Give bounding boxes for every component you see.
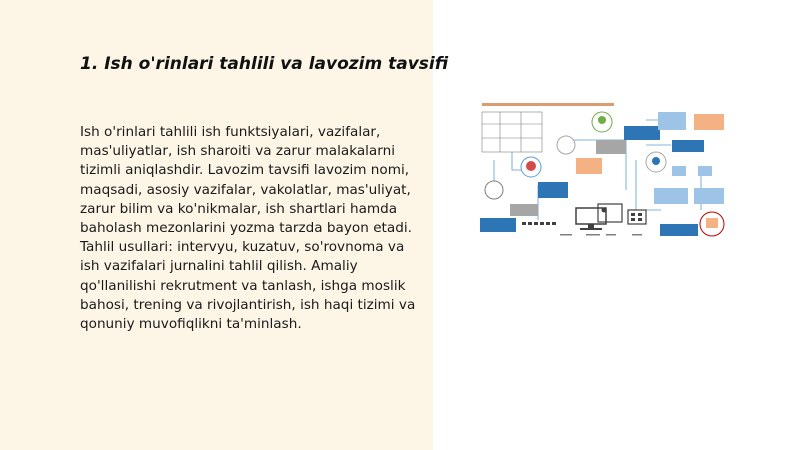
slide-body-text: Ish o'rinlari tahlili ish funktsiyalari, vazifalar, mas'uliyatlar, ish sharoiti va zarur malakalarni tizimli aniqlashdir. Lavozim tavsifi lavozim nomi, maqsadi, asosiy vazifalar, vakolatlar, mas'uliyat, zarur bilim va ko'nikmalar, ish shartlari hamda baholash mezonlarini yozma tarzda bayon etadi. Tahlil usullari: intervyu, kuzatuv, so'rovnoma va ish vazifalari jurnalini tahlil qilish. Amaliy qo'llanilishi rekrutment va tanlash, ishga moslik bahosi, trening va rivojlantirish, ish haqi tizimi va qonuniy muvofiqlikni ta'minlash.	[80, 124, 416, 333]
slide-title: 1. Ish o'rinlari tahlili va lavozim tavsifi	[80, 54, 449, 74]
job-analysis-diagram-image	[476, 100, 726, 242]
